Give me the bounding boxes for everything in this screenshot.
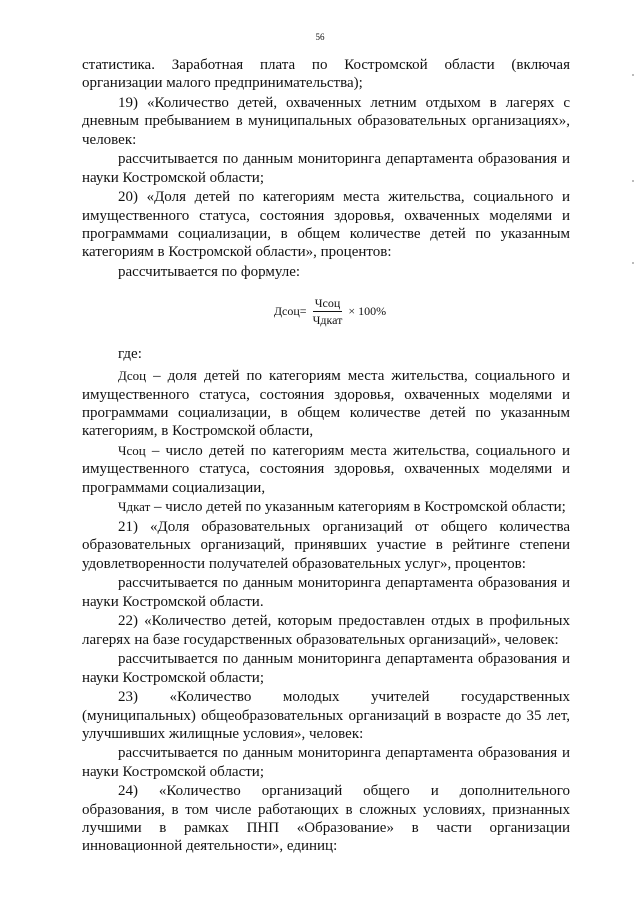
formula-fraction bbox=[311, 296, 345, 327]
document-body bbox=[82, 56, 570, 857]
formula-lhs: Дсоц bbox=[273, 303, 300, 318]
definition-text: – число детей по указанным категориям в Костромской области; bbox=[150, 499, 566, 516]
paragraph-item-20: 20) «Доля детей по категориям места жительства, социального и имущественного статуса, состояния здоровья, охваченных моделями и программами социализации, в общем количестве детей по указанным категориям в Костромской области», процентов: bbox=[82, 189, 570, 261]
paragraph-item-24: 24) «Количество организаций общего и дополнительного образования, в том числе работающих в сложных условиях, признанных лучшими в рамках ПНП «Образование» в части организации инновационной деятельности», единиц: bbox=[82, 783, 570, 855]
scan-edge-mark bbox=[632, 180, 634, 182]
definition-symbol: Чдкат bbox=[118, 499, 151, 515]
paragraph-method-21: рассчитывается по данным мониторинга департамента образования и науки Костромской области. bbox=[82, 575, 570, 610]
definition-symbol: Чсоц bbox=[118, 443, 146, 458]
formula bbox=[82, 289, 570, 333]
definition-dsots bbox=[82, 367, 570, 440]
paragraph-item-21: 21) «Доля образовательных организаций от общего количества образовательных организаций, принявших участие в рейтинге степени удовлетворенности получателей образовательных услуг», процентов: bbox=[82, 518, 570, 572]
paragraph-formula-intro: рассчитывается по формуле: bbox=[118, 263, 301, 280]
paragraph-method-22: рассчитывается по данным мониторинга департамента образования и науки Костромской области; bbox=[82, 651, 570, 686]
paragraph-item-22: 22) «Количество детей, которым предоставлен отдых в профильных лагерях на базе государственных образовательных организаций», человек: bbox=[82, 613, 570, 648]
definition-text: – доля детей по категориям места жительства, социального и имущественного статуса, состояния здоровья, охваченных моделями и программами социализации, в общем количестве детей по указанным категориям, в Костромской области, bbox=[82, 368, 570, 440]
paragraph-method-19: рассчитывается по данным мониторинга департамента образования и науки Костромской области; bbox=[82, 151, 570, 186]
scan-edge-mark bbox=[632, 262, 634, 264]
definition-text: – число детей по категориям места жительства, социального и имущественного статуса, состояния здоровья, охваченных моделями и программами социализации, bbox=[82, 443, 570, 496]
definition-chdkat bbox=[82, 498, 570, 516]
formula-equals: = bbox=[299, 303, 307, 318]
where-label: где: bbox=[118, 346, 142, 363]
paragraph-method-23: рассчитывается по данным мониторинга департамента образования и науки Костромской области; bbox=[82, 745, 570, 780]
scan-edge-mark bbox=[632, 74, 634, 76]
paragraph-item-23: 23) «Количество молодых учителей государственных (муниципальных) общеобразовательных организаций в возрасте до 35 лет, улучшивших жилищные условия», человек: bbox=[82, 689, 570, 742]
definition-symbol: Дсоц bbox=[118, 368, 147, 384]
definition-chsots bbox=[82, 442, 570, 497]
formula-numerator: Чсоц bbox=[314, 295, 341, 310]
paragraph-continuation: статистика. Заработная плата по Костромской области (включая организации малого предпринимательства); bbox=[82, 57, 570, 92]
formula-multiplier: × 100% bbox=[348, 303, 387, 318]
paragraph-item-19: 19) «Количество детей, охваченных летним отдыхом в лагерях с дневным пребыванием в муниципальных образовательных организациях», человек: bbox=[82, 94, 570, 148]
formula-denominator: Чдкат bbox=[312, 312, 343, 327]
page-number: 56 bbox=[315, 32, 325, 42]
